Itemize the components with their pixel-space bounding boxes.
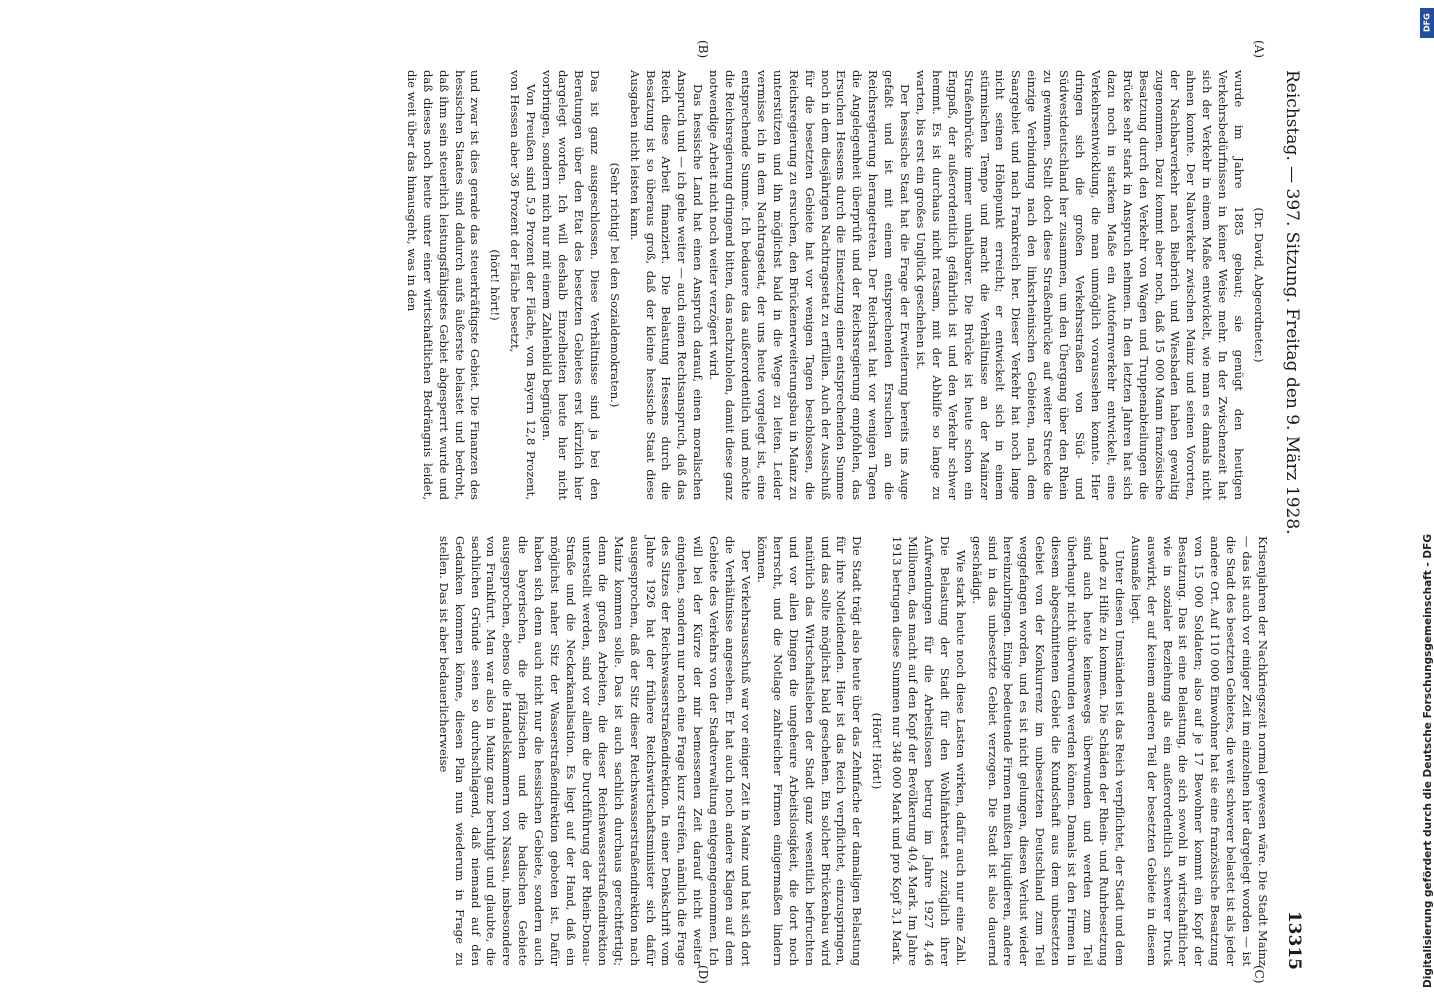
dfg-logo-icon: DFG <box>1420 8 1434 38</box>
running-head: Reichstag. — 397. Sitzung. Freitag den 9. März 1928. <box>1282 70 1302 535</box>
interjection: (Hört! Hört!) <box>870 712 885 790</box>
paragraph: Das hessische Land hat einen Anspruch darauf, einen moralischen Anspruch und — ich gehe weiter — auch einen Rechtsanspruch, daß das Reich diese Arbeit finanziert. Die Belastung Hessens durch die Besatzung ist so überaus groß, daß der kleine hessische Staat diese Ausgaben nicht leisten kann. <box>627 70 706 500</box>
left-column <box>403 70 1270 500</box>
page-number: 13315 <box>1284 910 1304 970</box>
credit-text: Digitalisierung gefördert durch die Deutsche Forschungsgemeinschaft - DFG <box>1422 534 1434 988</box>
right-column <box>435 536 1270 966</box>
speaker-line: (Dr. David, Abgeordneter.) <box>1252 207 1266 363</box>
paragraph: Von Preußen sind 5,9 Prozent der Fläche, von Bayern 12,8 Prozent, von Hessen aber 36 Prozent der Fläche besetzt, <box>508 70 539 500</box>
digitization-credit <box>1420 8 1434 998</box>
page-header <box>1274 70 1310 970</box>
margin-letter-b: (B) <box>696 40 710 59</box>
margin-letter-a: (A) <box>1252 40 1266 59</box>
paragraph: Das ist ganz ausgeschlossen. Diese Verhältnisse sind ja bei den Beratungen über den Etat des besetzten Gebietes erst kürzlich hier dargelegt worden. Ich will deshalb Einzelheiten heute hier nicht vorbringen, sondern mich nur mit einem Zahlenbild begnügen. <box>540 70 602 500</box>
paragraph: wurde im Jahre 1885 gebaut; sie genügt den heutigen Verkehrsbedürfnissen in keiner Weise mehr. In der Zwischenzeit hat sich der Verkehr in einem Maße entwickelt, wie man es damals nicht ahnen konnte. Der Nahverkehr zwischen Mainz und seinen Vororten, der Nachbarverkehr nach Biebrich und Wiesbaden haben gewaltig zugenommen. Dazu kommt aber noch, daß 15 000 Mann französische Besatzung durch den Verkehr von Wagen und Truppenabteilungen die Brücke sehr stark in Anspruch nehmen. In den letzten Jahren hat sich dazu noch in starkem Maße ein Autofernverkehr entwickelt, eine Verkehrsentwicklung, die man unmöglich voraussehen konnte. Hier dringen sich die großen Verkehrsstraßen von Süd- und Südwestdeutschland her zusammen, um den Übergang über den Rhein zu gewinnen. Stellt doch diese Straßenbrücke auf weiter Strecke die einzige Verbindung nach den linksrheinischen Gebieten, nach dem Saargebiet und nach Frankreich her. Dieser Verkehr hat noch lange nicht seinen Höhepunkt erreicht; er entwickelt sich in einem stürmischen Tempo und macht die Verhältnisse an der Mainzer Straßenbrücke immer unhaltbarer. Die Brücke ist heute schon ein Engpaß, der außerordentlich gefährlich ist und den Verkehr schwer hemmt. Es ist durchaus nicht ratsam, mit der Abhilfe so lange zu warten, bis erst ein großes Unglück geschehen ist. <box>913 70 1247 500</box>
paragraph: und zwar ist dies gerade das steuerkräftigste Gebiet. Die Finanzen des hessischen Staates sind dadurch aufs äußerste belastet und bedroht, daß ihm sein steuerlich leistungsfähigstes Gebiet abgesperrt wurde und daß dieses noch heute unter einer wirtschaftlichen Bedrängnis leidet, die weit über das hinausgeht, was in den <box>404 70 483 500</box>
paragraph: Die Stadt trägt also heute über das Zehnfache der damaligen Belastung für ihre Notleidenden. Hier ist das Reich verpflichtet, einzuspringen, und das sollte möglichst bald geschehen. Ein solcher Brückenbau wird natürlich das Wirtschaftsleben der Stadt ganz wesentlich befruchten und vor allen Dingen die ungeheure Arbeitslosigkeit, die dort noch herrscht, und die Notlage zahlreicher Firmen einigermaßen lindern können. <box>754 536 865 966</box>
paragraph: Unter diesen Umständen ist das Reich verpflichtet, der Stadt und dem Lande zu Hilfe zu kommen. Die Schäden der Rhein- und Ruhrbesetzung sind auch heute keineswegs überwunden und werden zum Teil überhaupt nicht überwunden werden können. Damals ist den Firmen in diesem abgeschnittenen Gebiet die Kundschaft aus dem unbesetzten Gebiet von der Konkurrenz im unbesetzten Deutschland zum Teil weggefangen worden, und es ist nicht gelungen, diesen Verlust wieder hereinzubringen. Einige bedeutende Firmen mußten liquidieren, andere sind in das unbesetzte Gebiet verzogen. Die Stadt ist also dauernd geschädigt. <box>969 536 1127 966</box>
margin-letter-c: (C) <box>1252 965 1266 984</box>
interjection: (Sehr richtig! bei den Sozialdemokraten.) <box>607 162 622 408</box>
margin-letter-d: (D) <box>696 965 710 984</box>
paragraph: Wie stark heute noch diese Lasten wirken, dafür auch nur eine Zahl. Die Belastung der Stadt für den Wohlfahrtsetat zuzüglich ihrer Aufwendungen für die Arbeitslosen betrug im Jahre 1927 4,46 Millionen, das macht auf den Kopf der Bevölkerung 40,4 Mark. Im Jahre 1913 betrugen diese Summen nur 348 000 Mark und pro Kopf 3,1 Mark. <box>890 536 968 966</box>
paragraph: Der hessische Staat hat die Frage der Erweiterung bereits ins Auge gefaßt und ist mit einem entsprechenden Ersuchen an die Reichsregierung herangetreten. Der Reichsrat hat vor wenigen Tagen die Angelegenheit überprüft und der Reichsregierung empfohlen, das Ersuchen Hessens durch die Einsetzung einer entsprechenden Summe noch in dem diesjährigen Nachtragsetat zu erfüllen. Auch der Ausschuß für die besetzten Gebiete hat vor wenigen Tagen beschlossen, die Reichsregierung zu ersuchen, den Brückenerweiterungsbau in Mainz zu unterstützen und ihn möglichst bald in die Wege zu leiten. Leider vermisse ich in dem Nachtragsetat, der uns heute vorgelegt ist, eine entsprechende Summe. Ich bedauere das außerordentlich und möchte die Reichsregierung dringend bitten, das nachzuholen, damit diese ganz notwendige Arbeit nicht noch weiter verzögert wird. <box>707 70 913 500</box>
rotated-page <box>110 40 1310 984</box>
paragraph: Der Verkehrsausschuß war vor einiger Zeit in Mainz und hat sich dort die Verhältnisse angesehen. Er hat auch noch andere Klagen auf dem Gebiete des Verkehrs von der Stadtverwaltung entgegengenommen. Ich will bei der Kürze der mir bemessenen Zeit darauf nicht weiter eingehen, sondern nur noch eine Frage kurz streifen, nämlich die Frage des Sitzes der Reichswasserstraßendirektion. In einer Denkschrift vom Jahre 1926 hat der frühere Reichswirtschaftsminister sich dafür ausgesprochen, daß der Sitz dieser Reichswasserstraßendirektion nach Mainz kommen solle. Das ist auch sachlich durchaus gerechtfertigt; denn die großen Arbeiten, die dieser Reichswasserstraßendirektion unterstellt werden, sind vor allem die Durchführung der Rhein-Donau-Straße und die Neckarkanalisation. Es liegt auf der Hand, daß ein möglichst naher Sitz der Wasserstraßendirektion geboten ist. Dafür haben sich denn auch nicht nur die hessischen Gebiete, sondern auch die bayerischen, die pfälzischen und die badischen Gebiete ausgesprochen, ebenso die Handelskammern von Nassau, insbesondere von Frankfurt. Man war also in Mainz ganz beruhigt und glaubte, die sachlichen Gründe seien so durchschlagend, daß niemand auf den Gedanken kommen könne, diesen Plan nun wiederum in Frage zu stellen. Das ist aber bedauerlicherweise <box>436 536 753 966</box>
paragraph: Krisenjahren der Nachkriegszeit normal gewesen wäre. Die Stadt Mainz — das ist auch vor einiger Zeit im einzelnen hier dargelegt worden — ist die Stadt des besetzten Gebietes, die weit schwerer belastet ist als jeder andere Ort. Auf 110 000 Einwohner hat sie eine französische Besatzung von 15 000 Soldaten; also auf je 17 Bewohner kommt ein Kopf der Besatzung. Das ist eine Belastung, die sich sowohl in wirtschaftlicher wie in sozialer Beziehung als ein außerordentlich schwerer Druck auswirkt, der auf keinem anderen Teil der besetzten Gebiete in diesem Ausmaße liegt. <box>1128 536 1270 966</box>
interjection: (hört! hört!) <box>488 249 503 321</box>
